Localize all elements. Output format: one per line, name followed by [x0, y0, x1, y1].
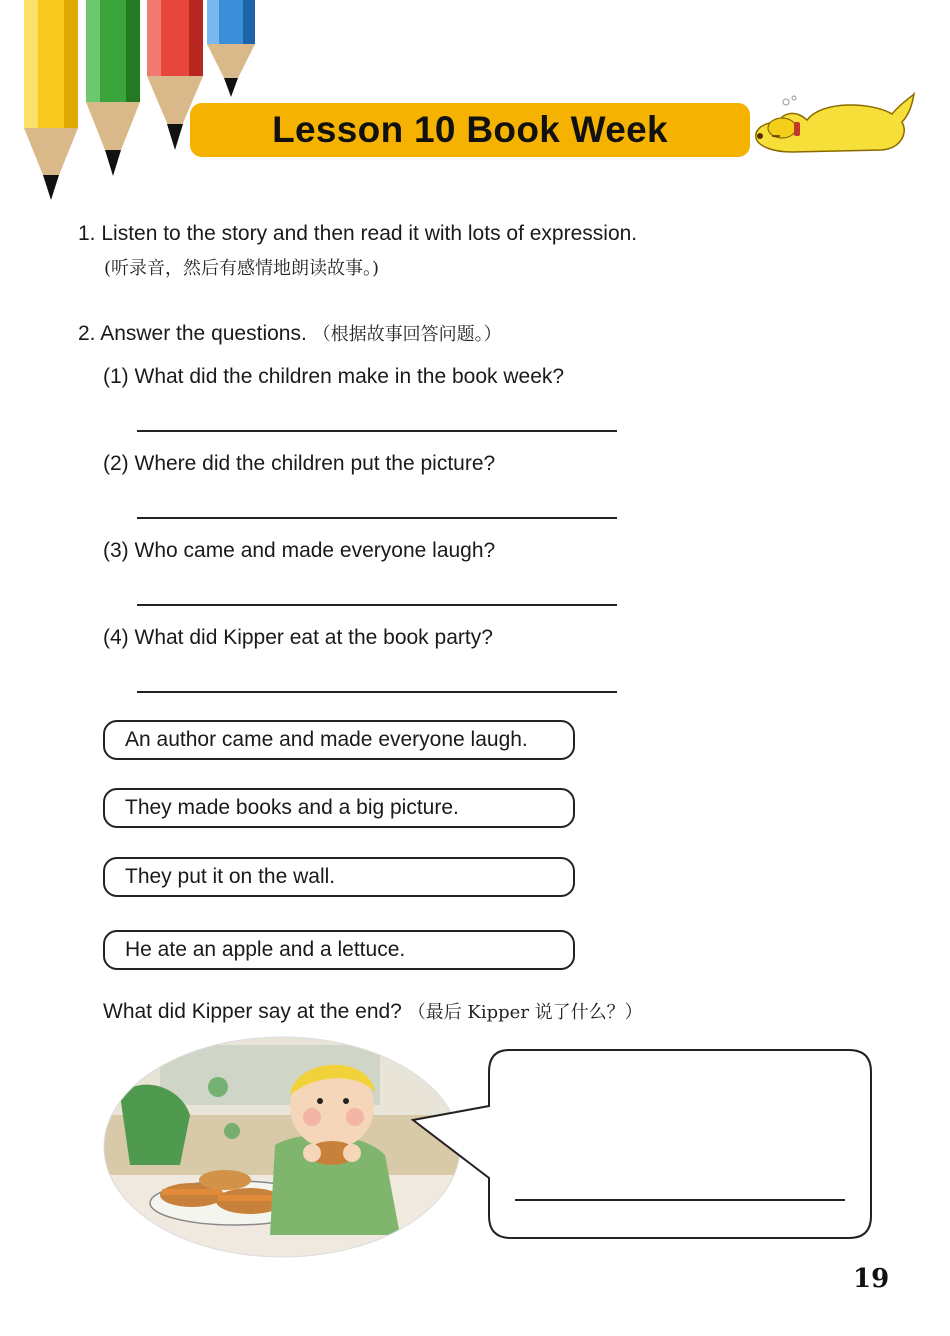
answer-option-3[interactable]: They put it on the wall.: [103, 857, 575, 897]
final-question-english: What did Kipper say at the end?: [103, 1000, 402, 1023]
title-banner: [190, 103, 750, 157]
question-3: (3) Who came and made everyone laugh?: [103, 539, 496, 562]
question-4: (4) What did Kipper eat at the book party?: [103, 626, 493, 649]
answer-option-1[interactable]: An author came and made everyone laugh.: [103, 720, 575, 760]
green-pencil-icon: [86, 0, 140, 176]
instruction-1-chinese: (听录音，然后有感情地朗读故事。): [104, 258, 380, 279]
answer-line-1[interactable]: [137, 430, 617, 432]
instruction-2-chinese: （根据故事回答问题。）: [312, 324, 502, 345]
answer-line-2[interactable]: [137, 517, 617, 519]
instruction-2: [78, 320, 502, 346]
page-title: Lesson 10 Book Week: [272, 109, 668, 150]
question-2: (2) Where did the children put the picture?: [103, 452, 496, 475]
instruction-2-english: 2. Answer the questions.: [78, 322, 307, 345]
answer-line-3[interactable]: [137, 604, 617, 606]
final-question-chinese: （最后 Kipper 说了什么？）: [407, 1002, 643, 1023]
final-question: [103, 998, 643, 1024]
page-number: 19: [853, 1264, 890, 1294]
sleeping-dog-icon: [752, 92, 922, 160]
speech-answer-line[interactable]: [515, 1199, 845, 1201]
answer-line-4[interactable]: [137, 691, 617, 693]
instruction-1: 1. Listen to the story and then read it with lots of expression.: [78, 222, 638, 245]
yellow-pencil-icon: [24, 0, 78, 200]
question-1: (1) What did the children make in the book week?: [103, 365, 565, 388]
blue-pencil-icon: [207, 0, 255, 97]
answer-option-2[interactable]: They made books and a big picture.: [103, 788, 575, 828]
speech-bubble: [405, 1048, 875, 1240]
answer-option-4[interactable]: He ate an apple and a lettuce.: [103, 930, 575, 970]
